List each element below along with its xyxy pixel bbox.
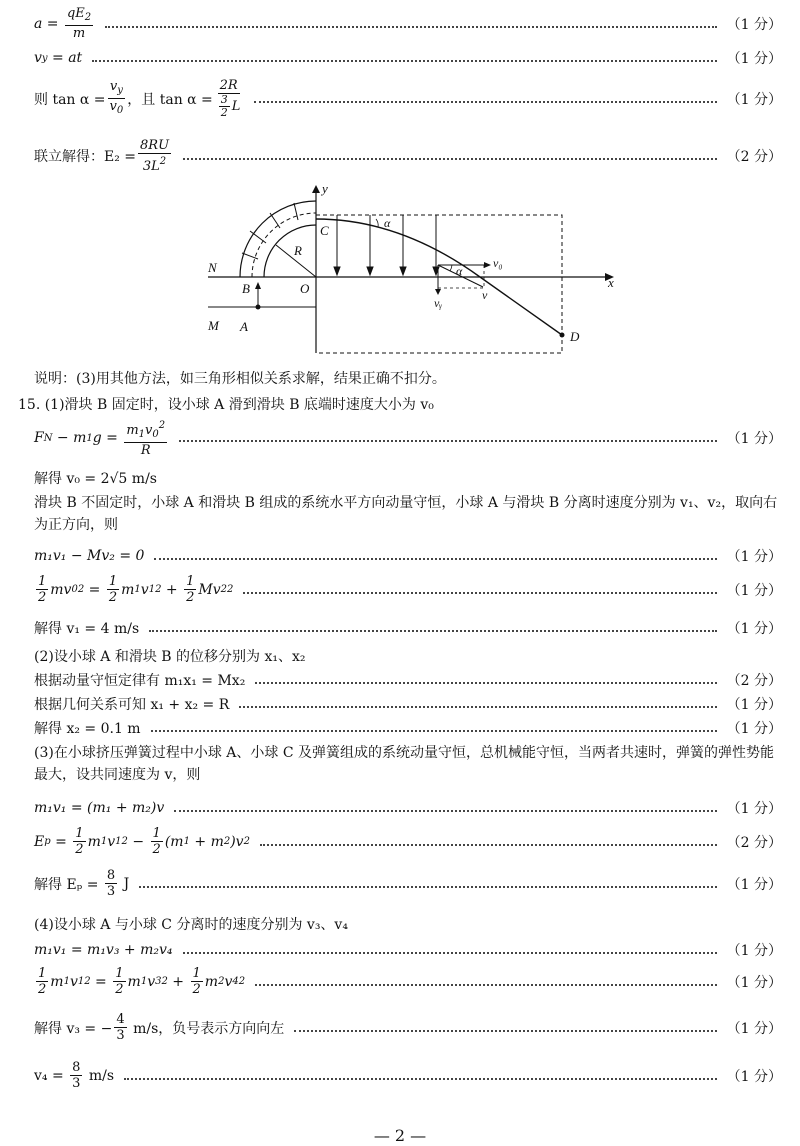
q15-p4-d: v₄ = $\frac{8}{3}$ m/s （1 分） xyxy=(34,1060,782,1091)
point-D xyxy=(560,333,565,338)
q15-p3-a: m₁v₁ = (m₁ + m₂)v （1 分） xyxy=(34,800,782,817)
label-O: O xyxy=(300,281,310,296)
score: （1 分） xyxy=(726,721,782,737)
leader-dots xyxy=(92,60,716,62)
score: （2 分） xyxy=(726,834,782,851)
score: （2 分） xyxy=(726,149,782,165)
note: 说明：(3)用其他方法，如三角形相似关系求解，结果正确不扣分。 xyxy=(34,371,446,387)
eq-a: a = $\frac{qE_2}{m}$ xyxy=(34,6,92,41)
q15-p3-b: E p = $\frac{1}{2}$ m 1 v 1 2 − $\frac{1}{2}$ (m 1 + m 2 )v 2 （2 分） xyxy=(34,826,782,857)
eq-tan: 则 tan α = $\frac{v_y}{v_0}$ ，且 tan α = 2R $\frac{3}{2}$ L xyxy=(34,78,241,119)
eq-line-2 xyxy=(34,48,782,68)
q15-p4-b: $\frac{1}{2}$ m 1 v 1 2 = $\frac{1}{2}$ m 1 v 3 2 + $\frac{1}{2}$ m 2 v 4 2 （1 分） xyxy=(38,966,782,997)
q15-p4-a: m₁v₁ = m₁v₃ + m₂v₄ （1 分） xyxy=(34,942,782,959)
q15-eq-energy: $\frac{1}{2}$ mv 0 2 = $\frac{1}{2}$ m 1 v 1 2 + $\frac{1}{2}$ Mv 2 2 （1 分） xyxy=(38,574,782,605)
label-v0: v₀ xyxy=(493,256,503,270)
score: （1 分） xyxy=(726,582,782,599)
q15-paragraph-1: 滑块 B 不固定时，小球 A 和滑块 B 组成的系统水平方向动量守恒，小球 A 与滑块 B 分离时速度分别为 v₁、v₂，取向右为正方向，则 xyxy=(34,495,778,533)
physics-diagram xyxy=(200,183,620,363)
dashed-field-box xyxy=(316,215,562,353)
label-R: R xyxy=(294,243,302,258)
y-axis-arrow xyxy=(312,185,320,193)
label-vy: vᵧ xyxy=(434,296,443,310)
score: （1 分） xyxy=(726,91,782,108)
score: （2 分） xyxy=(726,673,782,689)
label-A: A xyxy=(240,319,248,334)
leader-dots xyxy=(183,952,717,954)
label-D: D xyxy=(570,329,580,344)
q15-p2-b: 根据几何关系可知 x₁ + x₂ = R （1 分） xyxy=(34,694,782,714)
leader-dots xyxy=(124,1078,717,1080)
leader-dots xyxy=(139,886,716,888)
leader-dots xyxy=(151,730,717,732)
outer-arc xyxy=(240,201,316,277)
radial-arrow xyxy=(294,203,298,220)
q15-v0-result: 解得 v₀ = 2√5 m/s xyxy=(34,471,157,487)
q15-intro: 15. (1)滑块 B 固定时，设小球 A 滑到滑块 B 底端时速度大小为 v₀ xyxy=(18,397,434,413)
eq-line-3 xyxy=(34,78,782,119)
label-N: N xyxy=(208,260,217,275)
leader-dots xyxy=(183,158,717,160)
score: （1 分） xyxy=(726,1020,782,1037)
q15-p4-c: 解得 v₃ = − $\frac{4}{3}$ m/s，负号表示方向向左 （1 分） xyxy=(34,1012,782,1043)
q15-part3-intro: (3)在小球挤压弹簧过程中小球 A、小球 C 及弹簧组成的系统动量守恒，总机械能守恒，当两者共速时，弹簧的弹性势能最大，设共同速度为 v，则 xyxy=(34,745,775,783)
score: （1 分） xyxy=(726,1068,782,1085)
leader-dots xyxy=(174,810,716,812)
leader-dots xyxy=(179,440,716,442)
q15-p3-c: 解得 Eₚ = $\frac{8}{3}$ J （1 分） xyxy=(34,868,782,899)
eq-E2: 联立解得：E₂ = $\frac{8RU}{3L^2}$ xyxy=(34,138,170,174)
label-alpha: α xyxy=(456,264,463,278)
score: （1 分） xyxy=(726,16,782,33)
trajectory-line xyxy=(480,277,562,335)
score: （1 分） xyxy=(726,876,782,893)
page-number: — 2 — xyxy=(373,1126,427,1145)
score: （1 分） xyxy=(726,549,782,565)
score: （1 分） xyxy=(726,621,782,637)
score: （1 分） xyxy=(726,801,782,817)
radial-arrow xyxy=(270,213,280,228)
leader-dots xyxy=(254,101,716,103)
eq-line-4 xyxy=(34,138,782,174)
q15-v1-result: 解得 v₁ = 4 m/s （1 分） xyxy=(34,618,782,638)
radial-arrow xyxy=(250,231,266,243)
leader-dots xyxy=(149,630,717,632)
q15-part4-intro: (4)设小球 A 与小球 C 分离时的速度分别为 v₃、v₄ xyxy=(34,917,348,933)
leader-dots xyxy=(154,558,716,560)
score: （1 分） xyxy=(726,697,782,713)
eq-line-1 xyxy=(34,6,782,41)
label-C: C xyxy=(320,223,329,238)
q15-eq-momentum: m₁v₁ − Mv₂ = 0 （1 分） xyxy=(34,548,782,565)
leader-dots xyxy=(243,592,716,594)
eq-vy: v y = at xyxy=(34,50,83,66)
leader-dots xyxy=(260,844,717,846)
leader-dots xyxy=(255,682,716,684)
leader-dots xyxy=(105,26,716,28)
alpha-arc xyxy=(450,265,452,271)
inner-arc xyxy=(264,225,316,277)
label-y: y xyxy=(322,183,328,196)
label-x: x xyxy=(608,275,614,290)
leader-dots xyxy=(294,1030,716,1032)
label-v: v xyxy=(482,288,488,302)
label-B: B xyxy=(242,281,250,296)
q15-p2-a: 根据动量守恒定律有 m₁x₁ = Mx₂ （2 分） xyxy=(34,670,782,690)
q15-part2-intro: (2)设小球 A 和滑块 B 的位移分别为 x₁、x₂ xyxy=(34,649,306,665)
leader-dots xyxy=(239,706,716,708)
leader-dots xyxy=(255,984,717,986)
label-M: M xyxy=(208,318,219,333)
q15-eq-1: F N − m 1 g = $\frac{m_1v_0^2}{R}$ （1 分） xyxy=(34,420,782,458)
point-A xyxy=(256,305,261,310)
score: （1 分） xyxy=(726,943,782,959)
middle-arc xyxy=(252,213,316,277)
score: （1 分） xyxy=(726,974,782,991)
score: （1 分） xyxy=(726,51,782,67)
score: （1 分） xyxy=(726,431,782,447)
label-alpha-top: α xyxy=(384,216,391,230)
q15-p2-c: 解得 x₂ = 0.1 m （1 分） xyxy=(34,718,782,738)
